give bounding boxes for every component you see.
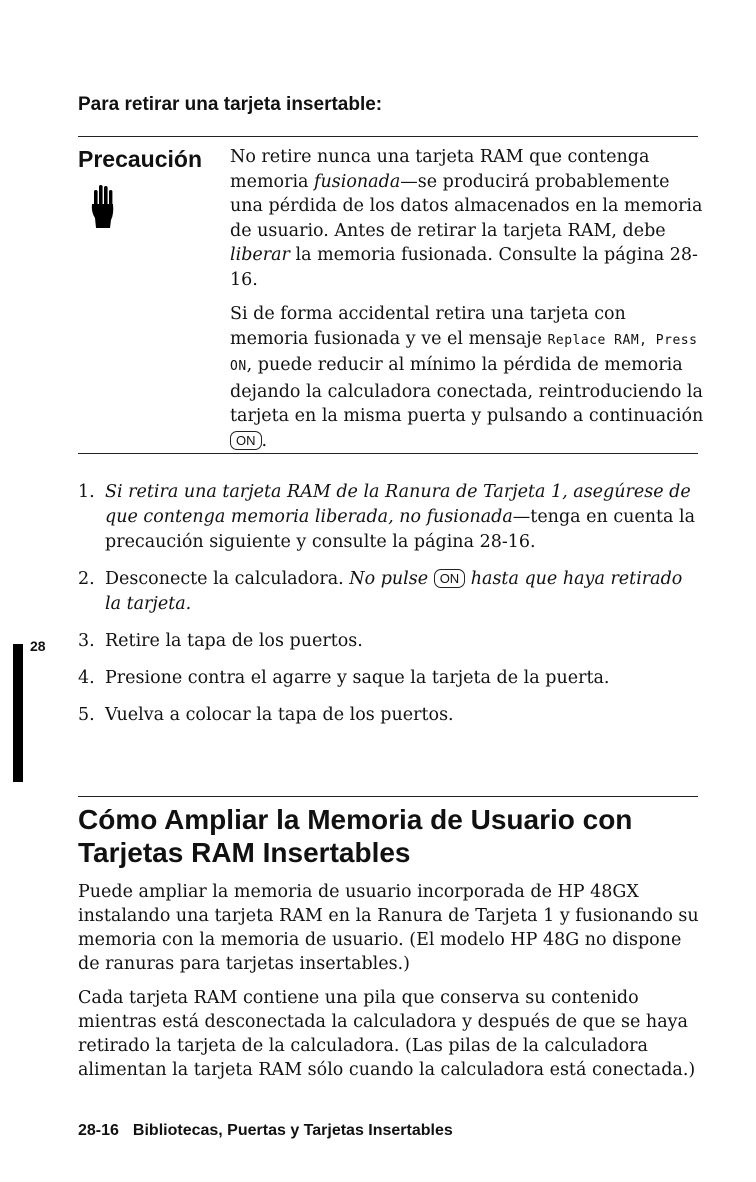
list-item bbox=[78, 666, 703, 691]
step-number: 1. bbox=[78, 482, 95, 502]
caution-text: la memoria fusionada. Consulte la página 28-16. bbox=[230, 245, 698, 290]
caution-text: , puede reducir al mínimo la pérdida de memoria dejando la calculadora conectada, reintroduciendo la tarjeta en la misma puerta y pulsando a continuación bbox=[230, 355, 704, 426]
step-text: Retire la tapa de los puertos. bbox=[105, 631, 363, 651]
running-title: Bibliotecas, Puertas y Tarjetas Insertables bbox=[132, 1122, 453, 1139]
caution-emphasis: liberar bbox=[230, 245, 290, 265]
step-number: 3. bbox=[78, 631, 95, 651]
caution-paragraph-1 bbox=[230, 145, 705, 292]
step-emphasis: Si retira una tarjeta RAM de la Ranura de Tarjeta 1, asegúrese de que contenga memoria liberada, no fusionada bbox=[105, 482, 691, 527]
list-item bbox=[78, 703, 703, 728]
step-text: Desconecte la calculadora. bbox=[105, 569, 350, 589]
step-text: —tenga en cuenta la precaución siguiente y consulte la página 28-16. bbox=[105, 507, 696, 552]
caution-paragraph-2 bbox=[230, 302, 705, 453]
caution-body bbox=[230, 145, 705, 463]
caution-bottom-rule bbox=[78, 453, 698, 454]
section-title: Cómo Ampliar la Memoria de Usuario con Tarjetas RAM Insertables bbox=[78, 804, 633, 868]
step-text: Vuelva a colocar la tapa de los puertos. bbox=[105, 705, 454, 725]
step-number: 2. bbox=[78, 569, 95, 589]
caution-text: Si de forma accidental retira una tarjeta con memoria fusionada y ve el mensaje bbox=[230, 304, 626, 349]
list-item bbox=[78, 629, 703, 654]
caution-text: —se producirá probablemente una pérdida de los datos almacenados en la memoria de usuario. Antes de retirar la tarjeta RAM, debe bbox=[230, 171, 703, 241]
on-key-label: ON bbox=[434, 569, 466, 588]
step-number: 4. bbox=[78, 668, 95, 688]
section-paragraph-1: Puede ampliar la memoria de usuario incorporada de HP 48GX instalando una tarjeta RAM en la Ranura de Tarjeta 1 y fusionando su memoria con la memoria de usuario. (El modelo HP 48G no dispone de ranuras para tarjetas insertables.) bbox=[78, 882, 699, 974]
section-paragraph-2: Cada tarjeta RAM contiene una pila que conserva su contenido mientras está desconectada la calculadora y después de que se haya retirado la tarjeta de la calculadora. (Las pilas de la calculadora alimentan la tarjeta RAM sólo cuando la calculadora está conectada.) bbox=[78, 988, 696, 1080]
caution-title: Precaución bbox=[78, 146, 202, 172]
section-rule bbox=[78, 796, 698, 797]
page-number: 28-16 bbox=[78, 1122, 119, 1139]
page-footer bbox=[78, 1122, 453, 1140]
chapter-tab-bar bbox=[13, 644, 23, 782]
lcd-message: Replace RAM, Press ON bbox=[230, 332, 698, 374]
caution-text: No retire nunca una tarjeta RAM que contenga memoria bbox=[230, 147, 650, 192]
steps-list bbox=[78, 480, 703, 740]
procedure-heading: Para retirar una tarjeta insertable: bbox=[78, 94, 383, 115]
caution-text: . bbox=[261, 430, 268, 451]
list-item bbox=[78, 567, 703, 617]
on-key-label: ON bbox=[230, 431, 262, 450]
hand-stop-icon bbox=[90, 184, 116, 230]
step-text: Presione contra el agarre y saque la tarjeta de la puerta. bbox=[105, 668, 610, 688]
step-emphasis: No pulse bbox=[349, 569, 429, 589]
step-number: 5. bbox=[78, 705, 95, 725]
step-emphasis: hasta que haya retirado la tarjeta. bbox=[105, 569, 683, 614]
chapter-tab-number: 28 bbox=[30, 638, 46, 654]
caution-emphasis: fusionada bbox=[314, 171, 401, 192]
list-item bbox=[78, 480, 703, 555]
caution-top-rule bbox=[78, 136, 698, 137]
